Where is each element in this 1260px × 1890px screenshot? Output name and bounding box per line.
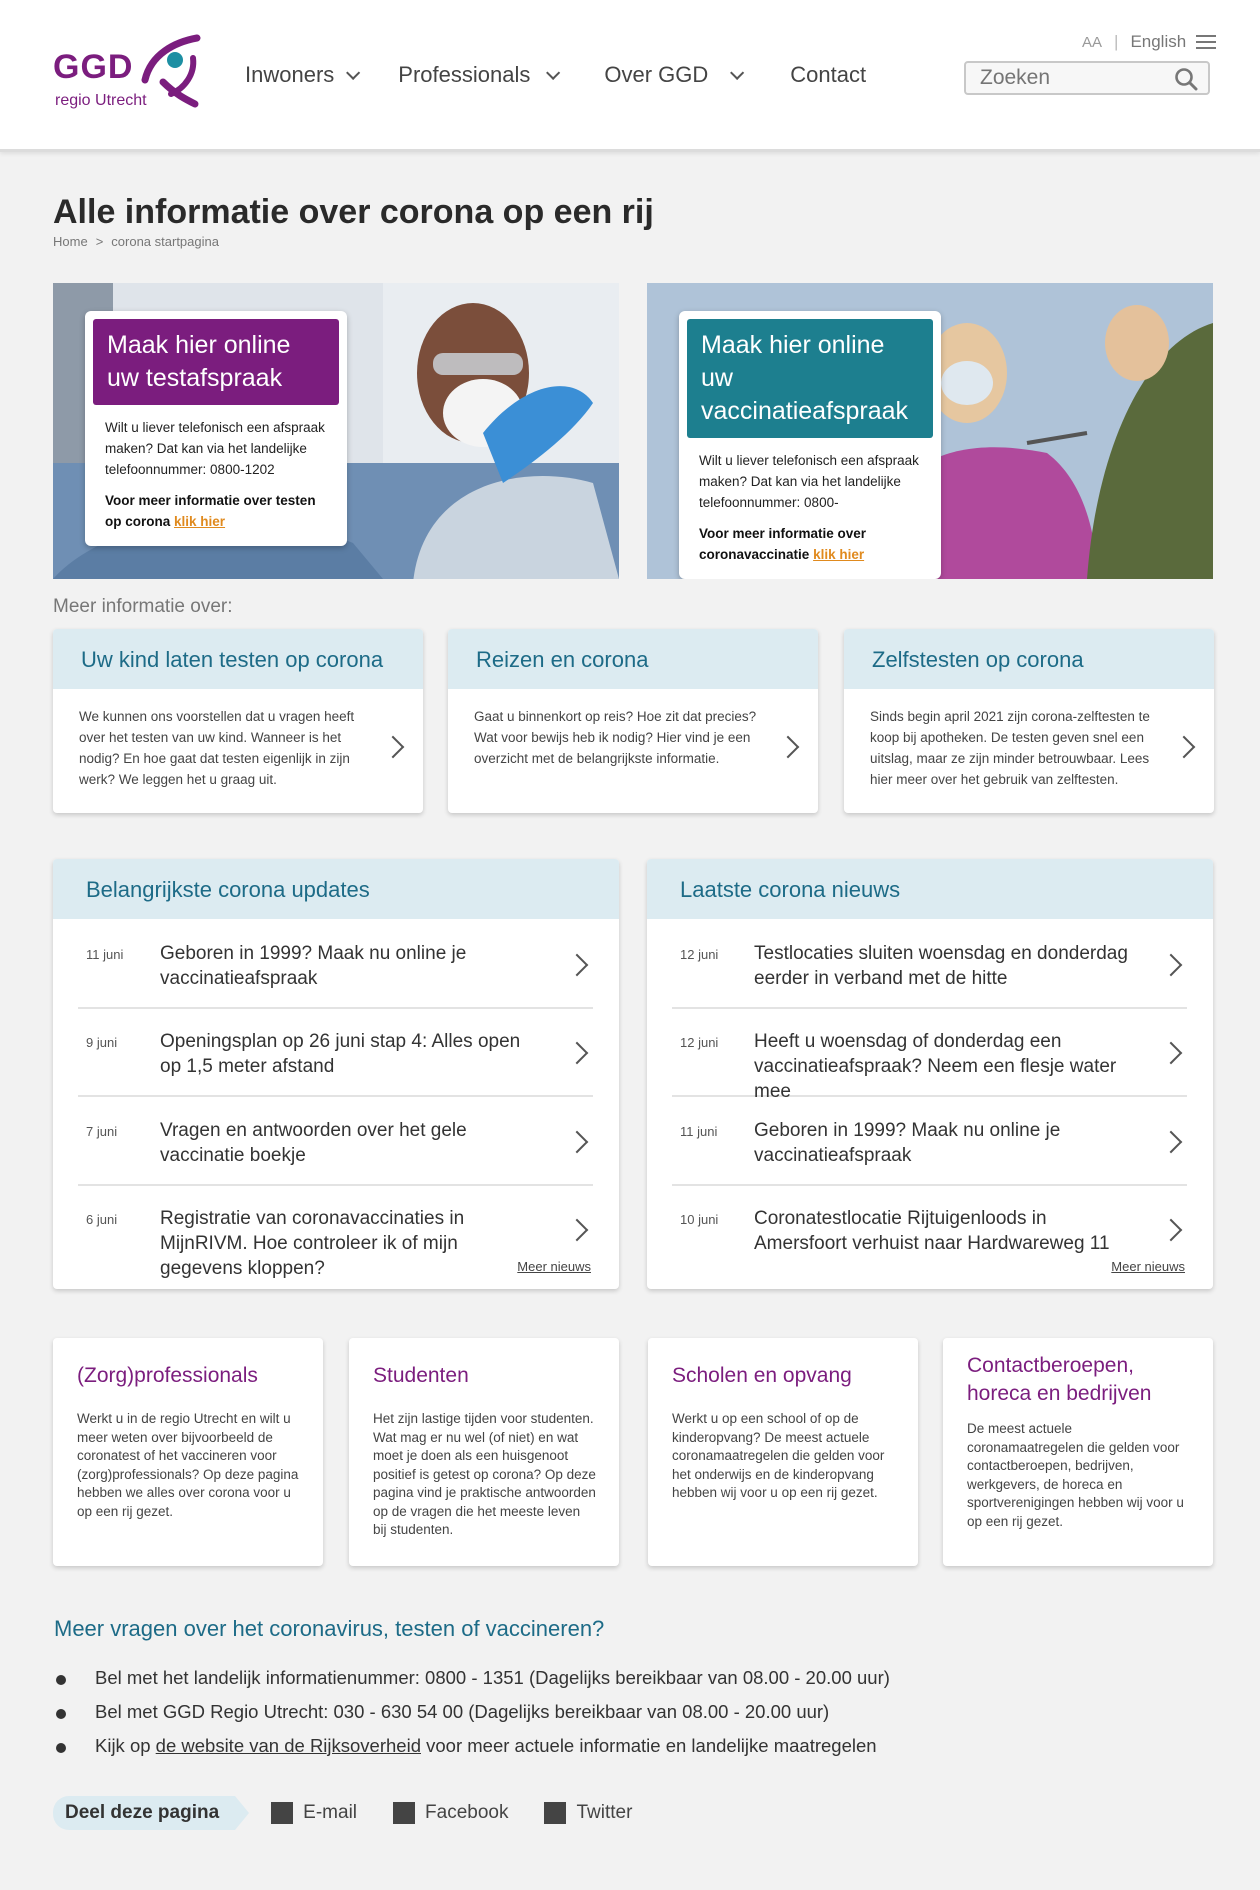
breadcrumb (53, 234, 219, 249)
panel-title: Belangrijkste corona updates (53, 859, 619, 919)
main-nav (245, 62, 906, 88)
updates-panel (53, 859, 619, 1289)
hero-card-title[interactable]: Maak hier online uw vaccinatieafspraak (687, 319, 933, 438)
audience-card-text: Werkt u in de regio Utrecht en wilt u meer weten over bijvoorbeeld de coronatest of het vaccineren voor (zorg)professionals? Op deze pagina hebben we alles over corona voor u op een rij gezet. (77, 1411, 299, 1519)
more-text: Voor meer informatie over coronavaccinatie (699, 526, 867, 562)
chevron-down-icon (346, 66, 360, 80)
audience-card-text: Het zijn lastige tijden voor studenten. Wat mag er nu wel (of niet) en wat moet je doen als een huisgenoot positief is getest op corona? Op deze pagina vind je praktische antwoorden op de vragen die het meeste leven bij studenten. (373, 1411, 596, 1537)
page-title: Alle informatie over corona op een rij (53, 193, 654, 231)
nav-label: Inwoners (245, 62, 335, 87)
more-text: Voor meer informatie over testen op corona (105, 493, 316, 529)
meer-nieuws-link[interactable]: Meer nieuws (1111, 1259, 1185, 1274)
audience-card-professionals[interactable] (53, 1338, 323, 1566)
chevron-right-icon (1160, 1131, 1183, 1154)
audience-card-scholen[interactable] (648, 1338, 918, 1566)
list-item[interactable] (672, 1009, 1187, 1102)
hero-card-body: Wilt u liever telefonisch een afspraak maken? Dat kan via het landelijke telefoonnummer: 0800-1202 (105, 420, 325, 477)
news-panel (647, 859, 1213, 1289)
search-input[interactable] (966, 66, 1166, 90)
chevron-down-icon (730, 66, 744, 80)
item-date: 11 juni (86, 947, 124, 962)
chevron-right-icon (1160, 1042, 1183, 1065)
info-card-title: Reizen en corona (448, 629, 818, 689)
nav-label: Over GGD (604, 62, 709, 87)
question-line: Bel met het landelijk informatienummer: 0800 - 1351 (Dagelijks bereikbaar van 08.00 - 20.00 uur) (95, 1667, 890, 1688)
ggd-logo[interactable] (53, 34, 203, 114)
info-card-title: Zelfstesten op corona (844, 629, 1214, 689)
audience-card-title: Scholen en opvang (672, 1364, 852, 1387)
chevron-right-icon (566, 954, 589, 977)
chevron-down-icon (546, 66, 560, 80)
breadcrumb-home[interactable]: Home (53, 234, 88, 249)
font-size-toggle[interactable]: AA (1082, 33, 1103, 51)
question-line: Bel met GGD Regio Utrecht: 030 - 630 54 00 (Dagelijks bereikbaar van 08.00 - 20.00 uur) (95, 1701, 830, 1722)
share-facebook[interactable] (393, 1802, 508, 1824)
hero-card-test (85, 311, 347, 546)
share-label: Deel deze pagina (53, 1796, 235, 1830)
chevron-right-icon (566, 1042, 589, 1065)
list-item[interactable] (78, 1098, 593, 1186)
audience-card-text: Werkt u op een school of op de kinderopvang? De meest actuele coronamaatregelen die gelden voor het onderwijs en de kinderopvang hebben wij voor u op een rij gezet. (672, 1411, 885, 1500)
list-item (54, 1663, 890, 1697)
share-item-label: E-mail (303, 1802, 358, 1823)
logo-text: GGD (53, 48, 134, 86)
audience-card-title: Contactberoepen, horeca en bedrijven (967, 1354, 1152, 1405)
nav-item-contact[interactable] (790, 62, 866, 88)
share-bar (53, 1796, 632, 1830)
nav-item-over-ggd[interactable] (604, 62, 740, 88)
item-text: Testlocaties sluiten woensdag en donderdag eerder in verband met de hitte (754, 943, 1128, 989)
audience-card-title: Studenten (373, 1364, 469, 1387)
item-date: 6 juni (86, 1212, 118, 1227)
section-label: Meer informatie over: (53, 596, 233, 617)
item-text: Coronatestlocatie Rijtuigenloods in Amersfoort verhuist naar Hardwareweg 11 (754, 1208, 1110, 1254)
hamburger-menu-icon[interactable] (1196, 35, 1216, 49)
share-twitter[interactable] (544, 1802, 632, 1824)
panel-title: Laatste corona nieuws (647, 859, 1213, 919)
item-date: 12 juni (680, 947, 719, 962)
item-text: Vragen en antwoorden over het gele vaccinatie boekje (160, 1120, 467, 1166)
search-icon[interactable] (1174, 67, 1198, 91)
share-item-label: Facebook (425, 1802, 509, 1823)
nav-label: Professionals (398, 62, 531, 87)
item-date: 10 juni (680, 1212, 719, 1227)
info-card-title: Uw kind laten testen op corona (53, 629, 423, 689)
info-card-text: We kunnen ons voorstellen dat u vragen heeft over het testen van uw kind. Wanneer is het nodig? En hoe gaat dat testen eigenlijk in zijn werk? We leggen het u graag uit. (79, 709, 355, 787)
nav-item-inwoners[interactable] (245, 62, 356, 88)
language-link[interactable]: English (1130, 32, 1187, 51)
bullet-icon (56, 1743, 66, 1753)
nav-label: Contact (790, 62, 867, 87)
nav-item-professionals[interactable] (398, 62, 556, 88)
item-text: Heeft u woensdag of donderdag een vaccinatieafspraak? Neem een flesje water mee (754, 1031, 1117, 1102)
twitter-icon (544, 1802, 566, 1824)
info-card-reizen[interactable] (448, 629, 818, 813)
bullet-icon (56, 1709, 66, 1719)
hero-card-vaccinatie (679, 311, 941, 579)
share-item-label: Twitter (576, 1802, 633, 1823)
item-text: Geboren in 1999? Maak nu online je vaccinatieafspraak (160, 943, 467, 989)
questions-title: Meer vragen over het coronavirus, testen of vaccineren? (54, 1616, 605, 1641)
audience-card-text: De meest actuele coronamaatregelen die gelden voor contactberoepen, bedrijven, werkgevers, de horeca en sportverenigingen hebben wij voor u op een rij gezet. (967, 1421, 1184, 1529)
breadcrumb-current: corona startpagina (111, 234, 219, 249)
hero-card-body: Wilt u liever telefonisch een afspraak maken? Dat kan via het landelijke telefoonnummer: 0800- (699, 453, 919, 510)
info-card-text: Gaat u binnenkort op reis? Hoe zit dat precies? Wat voor bewijs heb ik nodig? Hier vind je een overzicht met de belangrijkste informatie. (474, 709, 757, 766)
question-line-post: voor meer actuele informatie en landelijke maatregelen (421, 1735, 877, 1756)
list-item[interactable] (672, 1186, 1187, 1274)
item-date: 12 juni (680, 1035, 719, 1050)
list-item[interactable] (672, 1098, 1187, 1186)
chevron-right-icon (1160, 1219, 1183, 1242)
search-box (964, 61, 1210, 95)
item-date: 11 juni (680, 1124, 718, 1139)
klik-hier-link[interactable]: klik hier (174, 514, 226, 529)
logo-mark-icon (135, 34, 205, 114)
rijksoverheid-link[interactable]: de website van de Rijksoverheid (155, 1735, 421, 1756)
top-links (1082, 32, 1216, 52)
item-text: Registratie van coronavaccinaties in MijnRIVM. Hoe controleer ik of mijn gegevens kloppen? (160, 1208, 465, 1279)
questions-list (54, 1663, 890, 1765)
klik-hier-link[interactable]: klik hier (813, 547, 865, 562)
audience-card-title: (Zorg)professionals (77, 1364, 258, 1387)
item-date: 9 juni (86, 1035, 118, 1050)
audience-card-studenten[interactable] (349, 1338, 619, 1566)
info-card-text: Sinds begin april 2021 zijn corona-zelftesten te koop bij apotheken. De testen geven snel een uitslag, maar ze zijn minder betrouwbaar. Lees hier meer over het gebruik van zelftesten. (870, 709, 1150, 787)
meer-nieuws-link[interactable]: Meer nieuws (517, 1259, 591, 1274)
chevron-right-icon (566, 1219, 589, 1242)
share-email[interactable] (271, 1802, 357, 1824)
logo-subtitle: regio Utrecht (55, 92, 147, 109)
item-date: 7 juni (86, 1124, 118, 1139)
list-item[interactable] (672, 921, 1187, 1009)
list-item (54, 1697, 890, 1731)
question-line-pre: Kijk op (95, 1735, 156, 1756)
list-item (54, 1731, 890, 1765)
email-icon (271, 1802, 293, 1824)
chevron-right-icon (566, 1131, 589, 1154)
facebook-icon (393, 1802, 415, 1824)
list-item[interactable] (78, 1186, 593, 1279)
hero-card-more (687, 517, 933, 571)
item-text: Openingsplan op 26 juni stap 4: Alles open op 1,5 meter afstand (160, 1031, 521, 1077)
bullet-icon (56, 1675, 66, 1685)
hero-card-more (93, 484, 339, 538)
info-card-kind-testen[interactable] (53, 629, 423, 813)
item-text: Geboren in 1999? Maak nu online je vaccinatieafspraak (754, 1120, 1061, 1166)
audience-card-contactberoepen[interactable] (943, 1338, 1213, 1566)
breadcrumb-separator: > (95, 234, 104, 249)
hero-vaccinatie (647, 283, 1213, 579)
hero-card-title[interactable]: Maak hier online uw testafspraak (93, 319, 339, 405)
info-card-zelftesten[interactable] (844, 629, 1214, 813)
list-item[interactable] (78, 1009, 593, 1097)
divider: | (1114, 32, 1119, 51)
chevron-right-icon (1160, 954, 1183, 977)
hero-test (53, 283, 619, 579)
list-item[interactable] (78, 921, 593, 1009)
site-header (0, 0, 1260, 152)
